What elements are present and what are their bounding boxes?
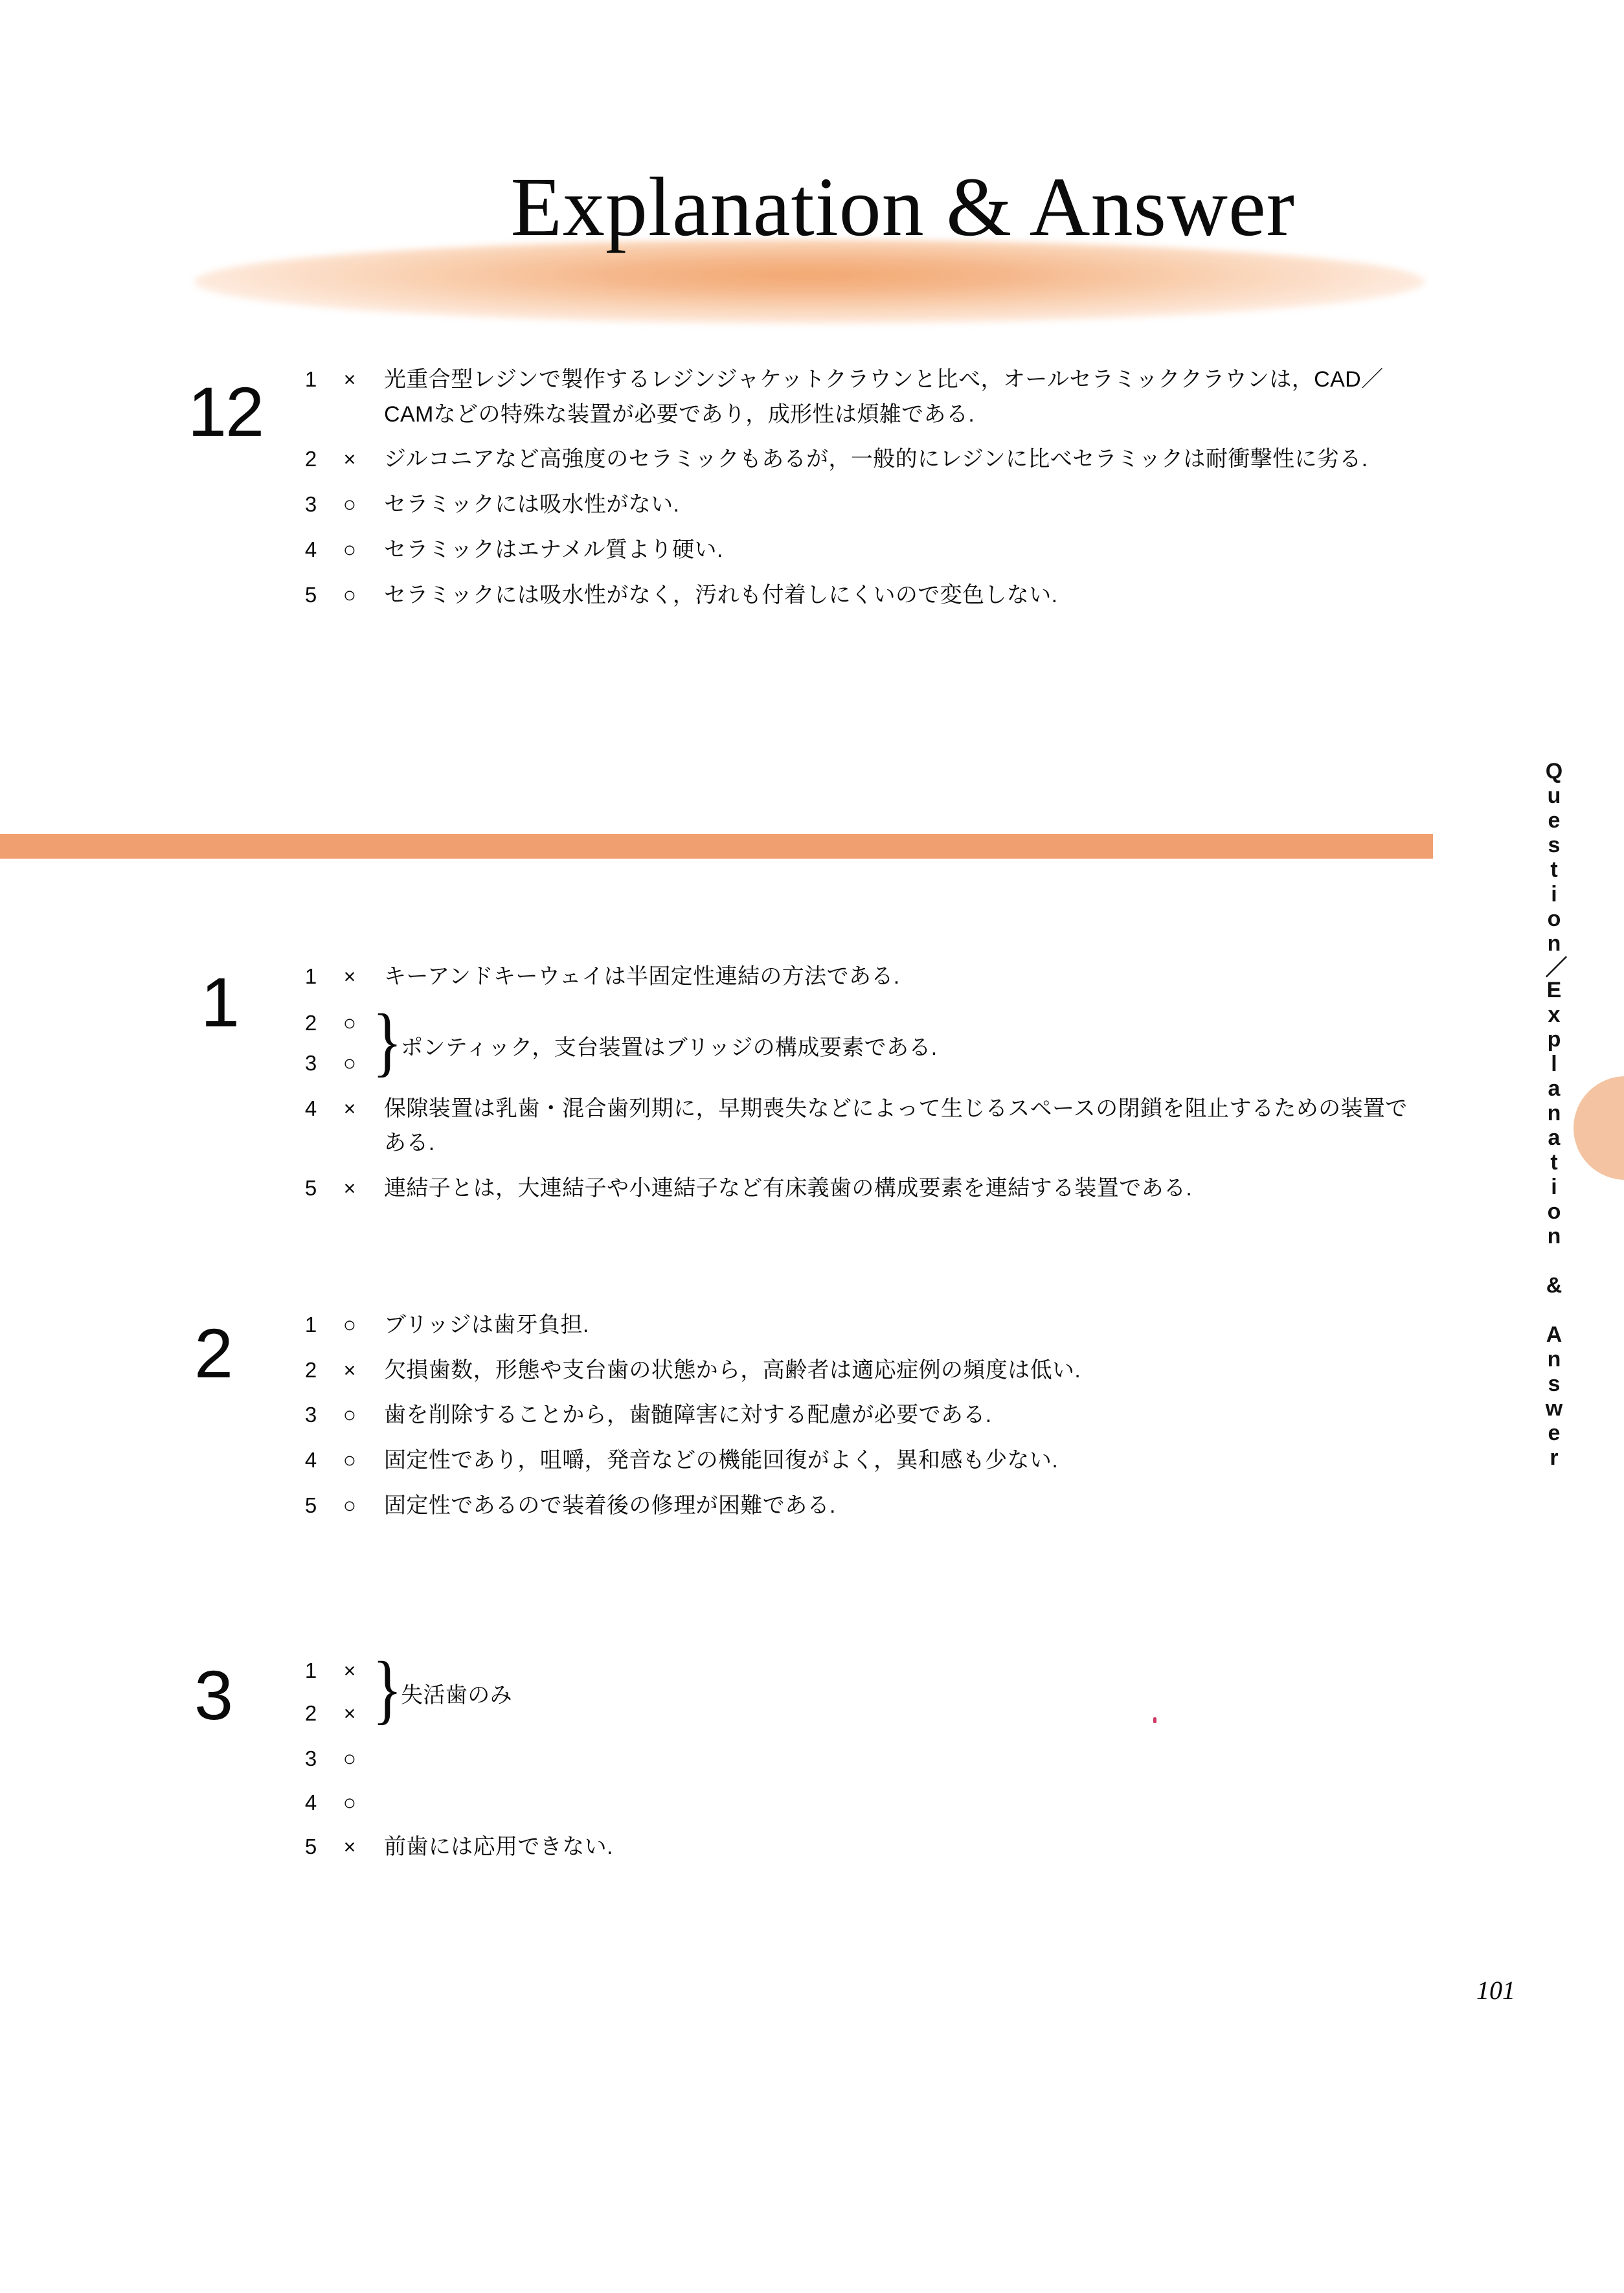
answer-row bbox=[300, 533, 1427, 568]
answer-index: 2 bbox=[304, 1357, 317, 1382]
answer-row bbox=[300, 442, 1427, 477]
answer-text: 光重合型レジンで製作するレジンジャケットクラウンと比べ，オールセラミッククラウンは，CAD／CAMなどの特殊な装置が必要であり，成形性は煩雑である. bbox=[384, 367, 1384, 427]
answer-text: 前歯には応用できない. bbox=[384, 1835, 613, 1859]
answer-mark: ○ bbox=[343, 537, 357, 562]
answer-mark: × bbox=[343, 1096, 356, 1120]
answer-index: 2 bbox=[304, 1701, 317, 1725]
answer-row bbox=[300, 488, 1427, 523]
answer-index: 1 bbox=[304, 1313, 317, 1337]
answer-mark: ○ bbox=[343, 1403, 357, 1428]
answer-text: セラミックには吸水性がない. bbox=[384, 492, 680, 517]
question-number: 2 bbox=[194, 1314, 232, 1392]
answer-index: 3 bbox=[304, 492, 317, 517]
section-divider-bar bbox=[0, 834, 1433, 859]
answer-mark: × bbox=[343, 1702, 356, 1725]
answer-mark: ○ bbox=[343, 1493, 357, 1518]
answer-list bbox=[300, 1645, 1427, 1865]
answer-mark: ○ bbox=[343, 492, 357, 517]
answer-text: セラミックはエナメル質より硬い. bbox=[384, 537, 723, 562]
answer-index: 3 bbox=[304, 1746, 317, 1770]
answer-index: 4 bbox=[304, 537, 317, 561]
answer-row bbox=[300, 1489, 1427, 1524]
answer-row bbox=[300, 1092, 1427, 1161]
answer-brace-group bbox=[300, 997, 1427, 1087]
question-number: 3 bbox=[194, 1656, 232, 1734]
answer-list bbox=[300, 363, 1427, 613]
answer-text: ブリッジは歯牙負担. bbox=[384, 1313, 589, 1337]
answer-brace-group bbox=[300, 1645, 1427, 1737]
answer-mark: × bbox=[343, 368, 356, 391]
answer-row bbox=[300, 1398, 1427, 1433]
answer-mark: ○ bbox=[343, 1790, 357, 1815]
answer-text: 歯を削除することから，歯髄障害に対する配慮が必要である. bbox=[384, 1403, 992, 1428]
page-number: 101 bbox=[1476, 1976, 1515, 2005]
answer-index: 5 bbox=[304, 1493, 317, 1517]
answer-list bbox=[300, 960, 1427, 1206]
answer-mark: ○ bbox=[343, 1050, 357, 1076]
answer-text: ポンティック，支台装置はブリッジの構成要素である. bbox=[401, 1035, 938, 1060]
answer-mark: ○ bbox=[343, 1313, 357, 1337]
answer-row bbox=[300, 1742, 1427, 1776]
question-number: 1 bbox=[201, 963, 239, 1041]
answer-mark: × bbox=[343, 447, 356, 471]
answer-mark: × bbox=[343, 1835, 356, 1858]
curly-brace-icon: } bbox=[372, 997, 403, 1084]
answer-row bbox=[300, 1171, 1427, 1206]
answer-row bbox=[300, 1308, 1427, 1343]
answer-row bbox=[300, 1353, 1427, 1388]
answer-text: セラミックには吸水性がなく，汚れも付着しにくいので変色しない. bbox=[384, 582, 1058, 607]
curly-brace-icon: } bbox=[372, 1645, 403, 1732]
answer-row bbox=[300, 1786, 1427, 1820]
answer-index: 5 bbox=[304, 582, 317, 607]
answer-index: 4 bbox=[304, 1448, 317, 1473]
side-tab-circle bbox=[1573, 1076, 1624, 1180]
answer-text: 欠損歯数，形態や支台歯の状態から，高齢者は適応症例の頻度は低い. bbox=[384, 1357, 1081, 1383]
answer-text: 保隙装置は乳歯・混合歯列期に，早期喪失などによって生じるスペースの閉鎖を阻止するための装置である. bbox=[384, 1096, 1408, 1156]
answer-index: 1 bbox=[304, 1658, 317, 1682]
answer-mark: × bbox=[343, 1358, 356, 1382]
answer-mark: × bbox=[343, 1177, 356, 1201]
side-running-head: Question／Explanation & Answer bbox=[1542, 759, 1566, 1470]
answer-text: 固定性であるので装着後の修理が困難である. bbox=[384, 1493, 836, 1518]
answer-text: 失活歯のみ bbox=[401, 1683, 512, 1708]
answer-mark: ○ bbox=[343, 1448, 357, 1473]
answer-index: 3 bbox=[304, 1050, 317, 1075]
answer-mark: × bbox=[343, 965, 356, 988]
answer-row bbox=[300, 578, 1427, 613]
answer-mark: × bbox=[343, 1659, 356, 1682]
question-number: 12 bbox=[188, 372, 264, 451]
answer-text: 連結子とは，大連結子や小連結子など有床義歯の構成要素を連結する装置である. bbox=[384, 1176, 1193, 1201]
answer-row bbox=[300, 960, 1427, 995]
answer-index: 2 bbox=[304, 1010, 317, 1035]
answer-list bbox=[300, 1308, 1427, 1524]
answer-text: 固定性であり，咀嚼，発音などの機能回復がよく，異和感も少ない. bbox=[384, 1448, 1059, 1473]
answer-index: 4 bbox=[304, 1096, 317, 1120]
answer-row bbox=[300, 363, 1427, 432]
answer-index: 4 bbox=[304, 1790, 317, 1814]
answer-row bbox=[300, 1443, 1427, 1478]
answer-index: 5 bbox=[304, 1176, 317, 1201]
answer-index: 1 bbox=[304, 964, 317, 988]
answer-text: キーアンドキーウェイは半固定性連結の方法である. bbox=[384, 964, 900, 989]
answer-index: 1 bbox=[304, 367, 317, 391]
answer-index: 2 bbox=[304, 447, 317, 471]
answer-index: 5 bbox=[304, 1835, 317, 1858]
answer-mark: ○ bbox=[343, 1010, 357, 1035]
answer-index: 3 bbox=[304, 1403, 317, 1427]
answer-mark: ○ bbox=[343, 1746, 357, 1771]
answer-text: ジルコニアなど高強度のセラミックもあるが，一般的にレジンに比べセラミックは耐衝撃性に劣る. bbox=[384, 447, 1368, 472]
page-title: Explanation & Answer bbox=[510, 161, 1295, 254]
answer-mark: ○ bbox=[343, 582, 357, 607]
answer-row bbox=[300, 1830, 1427, 1865]
